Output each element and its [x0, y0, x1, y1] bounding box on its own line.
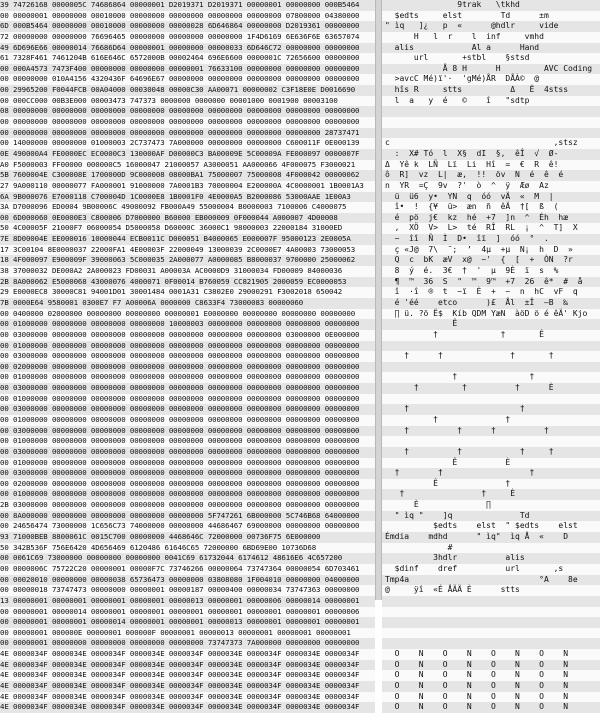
hex-row[interactable]: 7B 0000E64 9580001 0300E7 F7 A00006A 0000000 C8633F4 73000083 00000060	[0, 298, 375, 309]
text-row[interactable]: † † È	[382, 489, 600, 500]
hex-row[interactable]: 00 6D000060 0E0000E3 C800006 D7000000 B60000 EB000009 0F000044 A000007 4D00008	[0, 213, 375, 224]
hex-row[interactable]: 00 03000000 00000000 00000000 00000000 00000000 00000000 00000000 00000000 00000000	[0, 447, 375, 458]
text-row[interactable]	[382, 617, 600, 628]
hex-row[interactable]: 4E 0000034F 0000034E 0000034F 0000034E 0000034F 0000034E 0000034F 0000034E 0000034F	[0, 702, 375, 713]
text-row[interactable]: † † † †	[382, 426, 600, 437]
hex-row[interactable]: 00 00000000 00000000 00000000 00000000 00000000 00000000 00000000 00000000 28737471	[0, 128, 375, 139]
hex-row[interactable]: 4E 0000034F 0000034E 0000034F 0000034E 0000034F 0000034E 0000034F 0000034E 0000034F	[0, 681, 375, 692]
hex-row[interactable]: 00 0000006C 75722C20 00000001 00000F7C 73746266 00000064 73747364 00000054 6D703461	[0, 564, 375, 575]
text-row[interactable]: † † † †	[382, 447, 600, 458]
text-row[interactable]: O N O N O N O N	[382, 681, 600, 692]
text-row[interactable]: † † Ê	[382, 330, 600, 341]
hex-row[interactable]: 00 03000000 00000000 00000000 00000000 00000000 00000000 00000000 00000000 00000000	[0, 468, 375, 479]
text-row[interactable]: î• ! {¥ ü> æn ñ êÄ †[ ß (	[382, 202, 600, 213]
text-row[interactable]: H l r l inf vmhd	[382, 32, 600, 43]
hex-row[interactable]: 27 9A000110 00000077 FA000001 91000000 7A0001B3 70000004 E200000A 4C0000001 1B0001A3	[0, 181, 375, 192]
text-row[interactable]: Å 8 H H AVC Coding	[382, 64, 600, 75]
text-row[interactable]: $dinf dref url ,s	[382, 564, 600, 575]
hex-row[interactable]: 00 01000000 00000000 00000000 00000000 00000000 00000000 00000000 00000000 00000000	[0, 489, 375, 500]
text-row[interactable]: n YR =Ç 9v ?' ò ^ ÿ Æø Az	[382, 181, 600, 192]
hex-row[interactable]: A0 F5000003 FF00000 000000C5 16000047 21000057 A3000051 AA000066 4F000075 F3000021	[0, 160, 375, 171]
text-row[interactable]: O N O N O N O N	[382, 649, 600, 660]
text-row[interactable]: ô R] vz L| æ, !! öv N é ê é	[382, 170, 600, 181]
hex-row[interactable]: 00 03000000 00000000 00000000 00000000 00000000 00000000 00000000 03000000 0E000000	[0, 330, 375, 341]
hex-row[interactable]: 00 01000000 00000000 00000000 00000000 10000003 00000000 00000000 00000000 00000000	[0, 319, 375, 330]
text-row[interactable]: @ ÿî «É ÅÄÄ È stts	[382, 585, 600, 596]
text-row[interactable]: † †	[382, 404, 600, 415]
text-row[interactable]: é pö j€ kz hé +7 ]n ^ Éh hæ	[382, 213, 600, 224]
hex-row[interactable]: 4E 0000034F 0000034E 0000034F 0000034E 0000034F 0000034E 0000034F 0000034E 0000034F	[0, 670, 375, 681]
hex-row[interactable]: 18 4F000097 E900009F 39000063 5C000035 2A000077 A0000085 B8000037 9700000 25000062	[0, 255, 375, 266]
text-row[interactable]: Ê	[382, 319, 600, 330]
hex-row[interactable]: 4E 0000034F 0000034E 0000034F 0000034E 0000034F 0000034E 0000034F 0000034E 0000034F	[0, 660, 375, 671]
text-row[interactable]: O N O N O N O N	[382, 670, 600, 681]
text-row[interactable]: c ,stsz	[382, 138, 600, 149]
hex-row[interactable]: 5B 7600004E C300008E 1700000D 9C000008 08000BA1 75000007 75000008 4F000042 00000062	[0, 170, 375, 181]
hex-row[interactable]: 00 00000000 010A4156 4320436F 64696E67 00000000 00000000 00000000 00000000 00000000	[0, 74, 375, 85]
hex-row[interactable]: 00 03000000 00000000 00000000 00000000 00000000 00000000 00000000 00000000 00000000	[0, 426, 375, 437]
hex-row[interactable]: 08 00000000 00000000 00000000 00000000 00000000 00000000 00000000 00000000 00000000	[0, 106, 375, 117]
hex-row[interactable]: 6A 9B000076 E7000118 C700004D 1C0000E8 1B0001F0 4E0000A5 B2000086 53000AAE 1E00A3	[0, 192, 375, 203]
text-row[interactable]: ~ îî Ñ Ì D• îï ] óó ° .	[382, 234, 600, 245]
text-row[interactable]: Q c bK æV x@ ~' { [ + ÒN ?r	[382, 255, 600, 266]
text-row[interactable]	[382, 394, 600, 405]
text-row[interactable]: " ìq " ]q Td	[382, 511, 600, 522]
text-row[interactable]: ü ü6 y• YN q óó vÄ « M |	[382, 192, 600, 203]
text-row[interactable]: Δ Yê k LÑ Lï Li Hî = € R ê!	[382, 160, 600, 171]
hex-row[interactable]: 50 342B536F 756E6420 4D656469 6120486 61646C65 72000000 6BD69E00 10736D68	[0, 543, 375, 554]
hex-row[interactable]: 50 4C00005F 21000F7 06000054 D5000058 D60000C 36000C1 98000003 22000184 31000ED	[0, 223, 375, 234]
text-row[interactable]: $edts elst Td ±m	[382, 11, 600, 22]
text-row[interactable]: î ·î ® t ~ï È + ~ n hC vF q	[382, 287, 600, 298]
hex-row[interactable]: 00 000A4573 7473F400 00000000 00000000 00000001 76633100 00000000 00000000 00000000	[0, 64, 375, 75]
text-row[interactable]: O N O N O N O N	[382, 660, 600, 671]
text-row[interactable]	[382, 362, 600, 373]
hex-row[interactable]: 00 14000000 00000000 01000003 2C737473 7A000000 00000000 00000000 C600011F 0E000139	[0, 138, 375, 149]
hex-row[interactable]: 00 01000000 00000000 00000000 00000000 00000000 00000000 00000000 00000000 00000000	[0, 458, 375, 469]
hex-row[interactable]: 2B 8A000062 E5000068 43000076 4000071 0F00014 B760059 CC821905 2000059 EC0000053	[0, 277, 375, 288]
hex-row[interactable]: 49 6D696E66 00000014 76686D64 00000001 00000000 00000033 6D646C72 00000000 00000000	[0, 43, 375, 54]
text-row[interactable]: 8 ý é. 3€ † ' µ 9È ï s %	[382, 266, 600, 277]
hex-row[interactable]: 00 01000000 00000000 00000000 00000000 00000000 00000000 00000000 00000000 00000000	[0, 436, 375, 447]
text-row[interactable]	[382, 607, 600, 618]
hex-row[interactable]: 00 00000001 00000014 00000001 00000001 00000001 00000001 00000001 00000001 00000006	[0, 607, 375, 618]
text-row[interactable]: hîs R stts Δ Ë 4stss	[382, 85, 600, 96]
hex-row[interactable]: 2B 03000000 00000000 00000000 00000000 00000000 00000000 00000000 00000000 00000000	[0, 500, 375, 511]
hex-row[interactable]: 0E 490000A4 FE0000EC EC0000C3 130000AF D00000C3 BA00009E 5C00009A FE000097 0000007F	[0, 149, 375, 160]
hex-row[interactable]: 00 01000000 00000000 00000000 00000000 00000000 00000000 00000000 00000000 00000000	[0, 372, 375, 383]
text-row[interactable]: ç «J@ 7\ ˜; ’ 4µ +µ N¡ h D »	[382, 245, 600, 256]
hex-row[interactable]: 00 00000001 00000000 00000000 00000000 00000000 73747373 7A000000 00000000 00000000	[0, 638, 375, 649]
text-row[interactable]: #	[382, 543, 600, 554]
text-row[interactable]: È ∏	[382, 500, 600, 511]
hex-row[interactable]: 00 03000000 00000000 00000000 00000000 00000000 00000000 00000000 00000000 00000000	[0, 351, 375, 362]
text-row[interactable]	[382, 341, 600, 352]
text-row[interactable]: ¶ ™ 36 S " ™ 9™ +7 26 ê* # å	[382, 277, 600, 288]
text-row[interactable]: Tmp4a °A 8e	[382, 575, 600, 586]
hex-row[interactable]: 39 74726168 0000005C 74686864 00000001 D2019371 D2019371 00000001 00000000 000B5464	[0, 0, 375, 11]
hex-row[interactable]: 13 00000001 00000001 00000001 00000001 00000013 00000001 00000006 00000014 00000001	[0, 596, 375, 607]
hex-row[interactable]: 00 000CC000 00B3E000 00003473 747373 0000000 0000000 00001000 0001900 00003100	[0, 96, 375, 107]
text-row[interactable]: >avcC Mé)ï'· 'gMé)ÅR DÅÀ© @	[382, 74, 600, 85]
text-row[interactable]: † †	[382, 415, 600, 426]
hex-row[interactable]: 3A D7000096 ED0004 9B00006C 49000092 FB000A49 55000004 B0000003 7100006 C4000075	[0, 202, 375, 213]
hex-row[interactable]: 00 00000000 00000000 00000000 00000000 00000000 00000000 00000000 00000000 00000000	[0, 117, 375, 128]
text-row[interactable]: é 'éé etco )£ Ål ±Î –B ‰	[382, 298, 600, 309]
hex-row[interactable]: 00 00020010 00000000 00000038 65736473 00000000 03808080 1F004010 00000000 04000000	[0, 575, 375, 586]
hex-row[interactable]: 00 00000018 73747473 00000000 00000001 00000187 00000400 00000034 73747363 00000000	[0, 585, 375, 596]
hex-row[interactable]: 4E 0000034F 0000034E 0000034F 0000034E 0000034F 0000034E 0000034F 0000034E 0000034F	[0, 692, 375, 703]
hex-row[interactable]: 00 03000000 00000000 00000000 00000000 00000000 00000000 00000000 00000000 00000000	[0, 404, 375, 415]
text-row[interactable]: , XÖ V> L> té RÎ RL ¡ ^ T] X	[382, 223, 600, 234]
hex-row[interactable]: 00 02000000 00000000 00000000 00000000 00000000 00000000 00000000 00000000 00000000	[0, 362, 375, 373]
hex-row[interactable]: 00 0400000 02000000 00000000 00000000 00000001 E0000000 00000000 00000000 00000000	[0, 309, 375, 320]
hex-row[interactable]: 00 03000000 00000000 00000000 00000000 00000000 00000000 00000000 00000000 00000000	[0, 383, 375, 394]
hex-row[interactable]: 00 01000000 00000000 00000000 00000000 00000000 00000000 00000000 00000000 00000000	[0, 415, 375, 426]
text-row[interactable]: † † †	[382, 468, 600, 479]
text-row[interactable]	[382, 128, 600, 139]
text-row[interactable]: Ê È	[382, 458, 600, 469]
text-row[interactable]	[382, 117, 600, 128]
hex-row[interactable]: 93 71000BEB 8800061C 0015C700 00000000 4468646C 72000000 00736F75 6E000000	[0, 532, 375, 543]
hex-row[interactable]: 38 37000032 DE000A2 2A000023 FD00031 A00003A AC0000D9 31000034 FD00009 84000036	[0, 266, 375, 277]
text-row[interactable]: Ê †	[382, 479, 600, 490]
text-row[interactable]: l a y é © î "sdtp	[382, 96, 600, 107]
text-row[interactable]: url +stbl §stsd	[382, 53, 600, 64]
hex-row[interactable]: 00 29965200 F0044FCB 00A04000 00030048 00000C30 AA00071 00000002 C3F18E0E D0016690	[0, 85, 375, 96]
text-row[interactable]: † † † È	[382, 383, 600, 394]
text-row[interactable]: 3hdlr alis	[382, 553, 600, 564]
hex-row[interactable]: 29 E0000EC8 30000C81 94001D01 30001484 0001A31 C3802E0 29000291 F3002018 650042	[0, 287, 375, 298]
text-row[interactable]	[382, 106, 600, 117]
text-row[interactable]: O N O N O N O N	[382, 692, 600, 703]
text-row[interactable]: ∏ ü. ?ö Ë$ Kíb QDM YæN àöD ö é êÄ' Kjo	[382, 309, 600, 320]
hex-row[interactable]: 00 0061C69 73000000 00000000 00000000 0041C69 61732044 6174612 48616E6 4C657200	[0, 553, 375, 564]
text-row[interactable]: † † † †	[382, 351, 600, 362]
hex-row[interactable]: 00 00000001 00000000 00010000 00000000 00000000 00000000 00000000 07800000 04380000	[0, 11, 375, 22]
text-row[interactable]	[382, 436, 600, 447]
hex-row[interactable]: 00 24656474 73000000 1C656C73 74000000 00000000 44686467 69000000 00000000 00000000	[0, 521, 375, 532]
text-row[interactable]: " ìq ]¿ p « @hdlr vide	[382, 21, 600, 32]
hex-row[interactable]: 00 00000001 00000001 00000014 00000001 00000001 00000013 00000001 00000001 00000001	[0, 617, 375, 628]
hex-row[interactable]: 72 00000000 00000000 76696465 00000000 00000000 00000000 1F4D6169 6E636F6E 63657074	[0, 32, 375, 43]
hex-row[interactable]: 7E 8D00004E EE000016 10000044 ECB0011C D000051 B4000065 E000007F 95000123 2E0005A	[0, 234, 375, 245]
text-row[interactable]: $edts elst " $edts elst	[382, 521, 600, 532]
hex-row[interactable]: 00 00000001 000000E 00000001 000000F 00000001 00000013 00000001 00000001 00000001	[0, 628, 375, 639]
text-row[interactable]: Émdia mdhd " ìq" ìq Å « D	[382, 532, 600, 543]
text-row[interactable]: : X# Tó l X§ dI §, êÎ √ Ø-	[382, 149, 600, 160]
text-row[interactable]: 9trak \tkhd	[382, 0, 600, 11]
pane-splitter[interactable]	[375, 0, 382, 600]
text-row[interactable]: alis Al a Hand	[382, 43, 600, 54]
text-row[interactable]: † †	[382, 372, 600, 383]
text-row[interactable]: O N O N O N O N	[382, 702, 600, 713]
hex-row[interactable]: 00 01000000 00000000 00000000 00000000 00000000 00000000 00000000 00000000 00000000	[0, 341, 375, 352]
text-row[interactable]	[382, 596, 600, 607]
hex-row[interactable]: 00 8A000000 00000000 00000000 00000000 00000000 5F747261 6B000000 5C746B68 64000000	[0, 511, 375, 522]
hex-row[interactable]: 17 3C00104 8E0000037 22000FA1 4E00003F 22000049 13000039 2C0000E7 4A00003 73000053	[0, 245, 375, 256]
hex-row[interactable]: 4E 0000034F 0000034E 0000034F 0000034E 0000034F 0000034E 0000034F 0000034E 0000034F	[0, 649, 375, 660]
text-row[interactable]	[382, 628, 600, 639]
hex-row[interactable]: 6D 000B5464 00000000 00010000 00000000 00000028 6D646864 00000000 D2019361 00000000	[0, 21, 375, 32]
hex-row[interactable]: 00 01000000 00000000 00000000 00000000 00000000 00000000 00000000 00000000 00000000	[0, 394, 375, 405]
text-row[interactable]	[382, 638, 600, 649]
text-column[interactable]	[382, 0, 600, 712]
hex-row[interactable]: 00 02000000 00000000 00000000 00000000 00000000 00000000 00000000 00000000 00000000	[0, 479, 375, 490]
hex-row[interactable]: 61 7328F461 7461204B 616E646C 6572000B 00002464 696E6600 0000001C 72656600 00000000	[0, 53, 375, 64]
